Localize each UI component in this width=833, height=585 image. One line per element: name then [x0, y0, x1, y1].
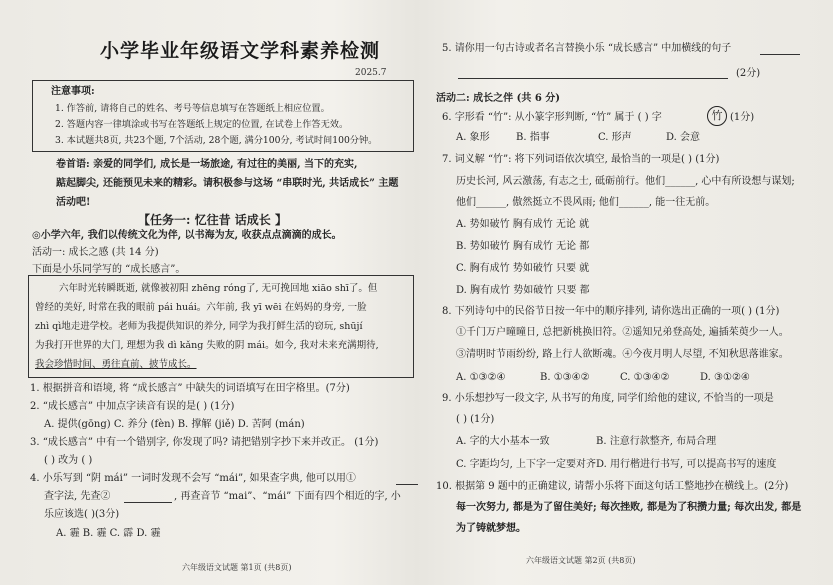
question-9-tail: ( ) (1分)	[456, 414, 495, 425]
page-footer: 六年级语文试题 第1页 (共8页)	[182, 563, 292, 572]
answer-blank[interactable]	[396, 474, 418, 485]
question-6-score: (1分)	[730, 112, 755, 123]
answer-blank[interactable]	[760, 44, 800, 55]
question-6-option-a: A. 象形	[456, 132, 490, 143]
question-4-part-4: 乐应该选( )(3分)	[44, 509, 120, 520]
passage-line-4: 为我打开世界的大门, 理想为我 dì kǎng 失败的阴 mái。如今, 我对未来充满期待,	[35, 340, 379, 351]
question-2: 2. “成长感言” 中加点字读音有误的是( ) (1分)	[30, 401, 235, 412]
question-6: 6. 字形看 “竹”: 从小篆字形判断, “竹” 属于 ( ) 字	[442, 112, 662, 123]
question-8-option-c: C. ①③④②	[620, 372, 670, 383]
question-8-item-2: ③清明时节雨纷纷, 路上行人欲断魂。④今夜月明人尽望, 不知秋思落谁家。	[456, 349, 789, 360]
question-4-part-2: 查字法, 先查②	[44, 491, 111, 502]
page-footer: 六年级语文试题 第2页 (共8页)	[526, 556, 636, 565]
task-intro: ◎小学六年, 我们以传统文化为伴, 以书海为友, 收获点点滴滴的成长。	[32, 230, 342, 241]
question-8-option-d: D. ③①②④	[700, 372, 750, 383]
page-1	[22, 0, 422, 585]
question-5-score: (2分)	[736, 68, 761, 79]
preface-line-2: 踮起脚尖, 还能预见未来的精彩。请积极参与这场 “串联时光, 共话成长” 主题	[56, 178, 399, 189]
preface-line-1: 卷首语: 亲爱的同学们, 成长是一场旅途, 有过往的美丽, 当下的充实,	[56, 159, 358, 170]
question-10: 10. 根据第 9 题中的正确建议, 请帮小乐将下面这句话工整地抄在横线上。(2分)	[436, 481, 789, 492]
answer-blank[interactable]	[124, 492, 172, 503]
question-7-text-1: 历史长河, 风云激荡, 有志之士, 砥砺前行。他们______, 心中有所设想与谋划;	[456, 176, 795, 187]
question-3-answer: ( ) 改为 ( )	[44, 455, 93, 466]
question-7-option-c: C. 胸有成竹 势如破竹 只要 就	[456, 263, 590, 274]
question-7-option-a: A. 势如破竹 胸有成竹 无论 就	[456, 219, 590, 230]
question-6-option-c: C. 形声	[598, 132, 632, 143]
question-6-option-d: D. 会意	[666, 132, 701, 143]
seal-script-glyph: 竹	[707, 106, 727, 126]
question-1: 1. 根据拼音和语境, 将 “成长感言” 中缺失的词语填写在田字格里。(7分)	[30, 383, 350, 394]
question-9-option-a: A. 字的大小基本一致	[456, 436, 550, 447]
question-4-part-3: , 再查音节 “mai”、“mái” 下面有四个相近的字, 小	[174, 491, 401, 502]
question-3: 3. “成长感言” 中有一个错别字, 你发现了吗? 请把错别字抄下来并改正。 (1分)	[30, 437, 379, 448]
question-4: 4. 小乐写到 “阴 mái” 一词时发现不会写 “mái”, 如果查字典, 他可以用①	[30, 473, 356, 484]
exam-date: 2025.7	[355, 68, 387, 78]
question-7: 7. 词义解 “竹”: 将下列词语依次填空, 最恰当的一项是( ) (1分)	[442, 154, 720, 165]
question-9-option-c: C. 字距均匀, 上下字一定要对齐	[456, 459, 597, 470]
notice-item-1: 1. 作答前, 请将自己的姓名、考号等信息填写在答题纸上相应位置。	[55, 103, 330, 114]
question-5: 5. 请你用一句古诗或者名言替换小乐 “成长感言” 中加横线的句子	[442, 43, 732, 54]
question-8-option-a: A. ①③②④	[456, 372, 506, 383]
question-9: 9. 小乐想抄写一段文字, 从书写的角度, 同学们给他的建议, 不恰当的一项是	[442, 393, 774, 404]
notice-heading: 注意事项:	[51, 86, 95, 97]
question-2-options: A. 提供(gōng) C. 养分 (fèn) B. 撑解 (jiě) D. 苦阿 (mán)	[44, 419, 305, 430]
notice-box	[32, 80, 414, 152]
task-title: 【任务一: 忆往昔 话成长 】	[138, 213, 287, 227]
question-9-option-d: D. 用行楷进行书写, 可以提高书写的速度	[596, 459, 777, 470]
question-8-item-1: ①千门万户曈曈日, 总把新桃换旧符。②遥知兄弟登高处, 遍插茱萸少一人。	[456, 327, 789, 338]
question-4-options: A. 霾 B. 霾 C. 霹 D. 霾	[56, 528, 161, 539]
passage-line-1: 六年时光转瞬既逝, 就像被初阳 zhēng róng了, 无可挽回地 xiāo shī了。但	[59, 283, 378, 294]
question-8: 8. 下列诗句中的民俗节日按一年中的顺序排列, 请你选出正确的一项( ) (1分)	[442, 306, 780, 317]
passage-line-2: 曾经的美好, 时常在我的眼前 pái huái。六年前, 我 yī wēi 在妈妈的身旁, 一脸	[35, 302, 367, 313]
notice-item-3: 3. 本试题共8页, 共23个题, 7个活动, 28个题, 满分100分, 考试时间100分钟。	[55, 135, 378, 146]
activity-1-title: 活动一: 成长之感 (共 14 分)	[32, 247, 159, 258]
question-7-text-2: 他们______, 傲然挺立不畏风雨; 他们______, 能一往无前。	[456, 197, 716, 208]
passage-line-3: zhì qì地走进学校。老师为我提供知识的养分, 同学为我打鲜生活的窃玩, shūjí	[35, 321, 363, 332]
question-10-text-2: 为了铸就梦想。	[456, 523, 526, 534]
exam-title: 小学毕业年级语文学科素养检测	[100, 40, 381, 62]
activity-1-lead: 下面是小乐同学写的 “成长感言”。	[32, 264, 186, 275]
question-8-option-b: B. ①③④②	[540, 372, 590, 383]
question-6-option-b: B. 指事	[516, 132, 550, 143]
activity-2-title: 活动二: 成长之伴 (共 6 分)	[436, 93, 561, 104]
page-2	[430, 0, 825, 585]
notice-item-2: 2. 答题内容一律填涂或书写在答题纸上规定的位置, 在试卷上作答无效。	[55, 119, 349, 130]
question-7-option-d: D. 胸有成竹 势如破竹 只要 都	[456, 285, 590, 296]
answer-line[interactable]	[458, 68, 728, 79]
question-10-text-1: 每一次努力, 都是为了留住美好; 每次挫败, 都是为了积攒力量; 每次出发, 都是	[456, 502, 802, 513]
preface-line-3: 活动吧!	[56, 197, 91, 208]
question-9-option-b: B. 注意行款整齐, 布局合理	[596, 436, 717, 447]
question-7-option-b: B. 势如破竹 胸有成竹 无论 都	[456, 241, 590, 252]
passage-box	[28, 275, 414, 378]
passage-line-5: 我会珍惜时间、勇往直前、披节成长。	[35, 359, 197, 370]
